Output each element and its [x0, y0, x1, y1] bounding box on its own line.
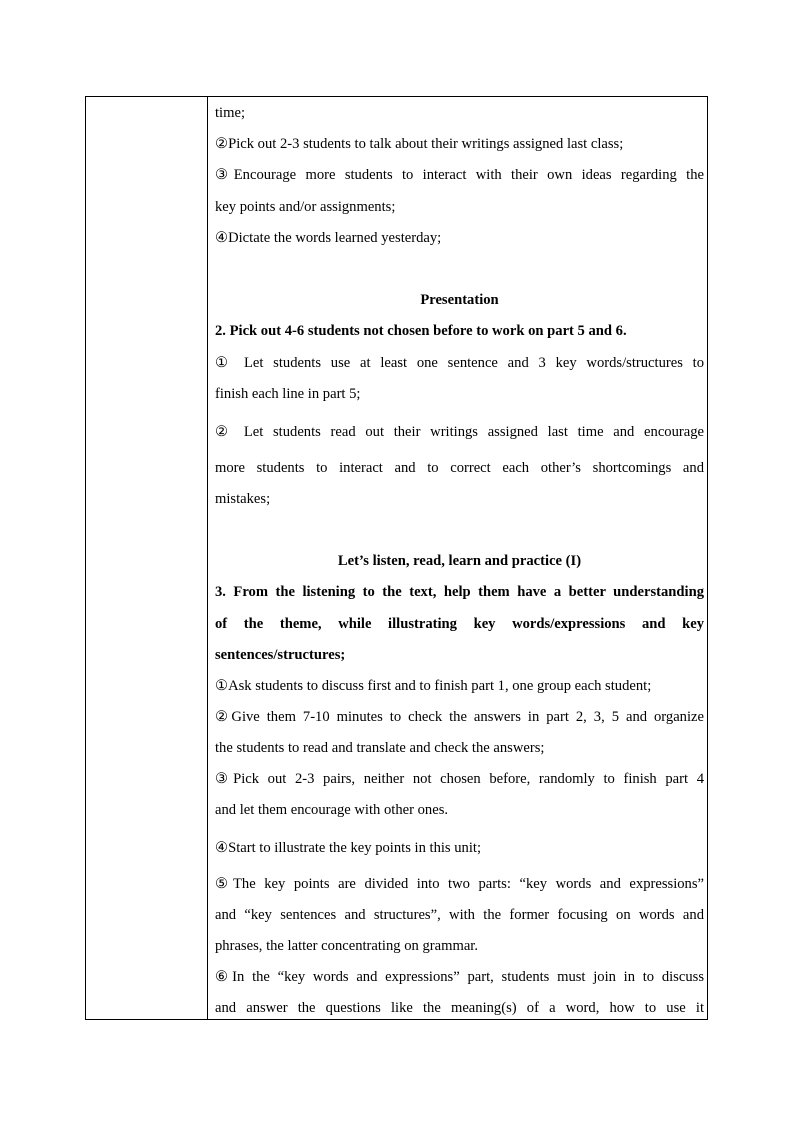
- step-heading: of the theme, while illustrating key words/expressions and key: [215, 616, 704, 632]
- text-line: ⑥In the “key words and expressions” part, students must join in to discuss: [215, 969, 704, 985]
- text-line: ①Ask students to discuss first and to finish part 1, one group each student;: [215, 678, 652, 694]
- text-line: and answer the questions like the meaning(s) of a word, how to use it: [215, 1000, 704, 1016]
- text-line: time;: [215, 105, 245, 121]
- text-line: and let them encourage with other ones.: [215, 802, 449, 818]
- text-line: phrases, the latter concentrating on grammar.: [215, 938, 478, 954]
- text-line: mistakes;: [215, 491, 271, 507]
- text-line: ② Let students read out their writings assigned last time and encourage: [215, 424, 704, 440]
- left-column-cell: [86, 97, 207, 1019]
- text-line: ① Let students use at least one sentence and 3 key words/structures to: [215, 355, 704, 371]
- text-line: ⑤The key points are divided into two parts: “key words and expressions”: [215, 876, 704, 892]
- column-divider: [207, 97, 208, 1019]
- text-line: and “key sentences and structures”, with the former focusing on words and: [215, 907, 704, 923]
- text-line: finish each line in part 5;: [215, 386, 361, 402]
- text-line: ④Start to illustrate the key points in this unit;: [215, 840, 482, 856]
- text-line: more students to interact and to correct each other’s shortcomings and: [215, 460, 704, 476]
- text-line: ④Dictate the words learned yesterday;: [215, 230, 442, 246]
- text-line: ③Pick out 2-3 pairs, neither not chosen before, randomly to finish part 4: [215, 771, 704, 787]
- text-line: ②Pick out 2-3 students to talk about their writings assigned last class;: [215, 136, 624, 152]
- content-cell: [215, 97, 704, 1019]
- section-heading-listen: Let’s listen, read, learn and practice (I): [337, 553, 582, 569]
- text-line: the students to read and translate and check the answers;: [215, 740, 545, 756]
- step-heading: sentences/structures;: [215, 647, 346, 663]
- text-line: key points and/or assignments;: [215, 199, 396, 215]
- text-line: ③Encourage more students to interact with their own ideas regarding the: [215, 167, 704, 183]
- step-heading: 3. From the listening to the text, help them have a better understanding: [215, 584, 704, 600]
- lesson-table: [85, 96, 708, 1020]
- step-heading: 2. Pick out 4-6 students not chosen before to work on part 5 and 6.: [215, 323, 627, 339]
- text-line: ②Give them 7-10 minutes to check the answers in part 2, 3, 5 and organize: [215, 709, 704, 725]
- section-heading-presentation: Presentation: [420, 292, 499, 308]
